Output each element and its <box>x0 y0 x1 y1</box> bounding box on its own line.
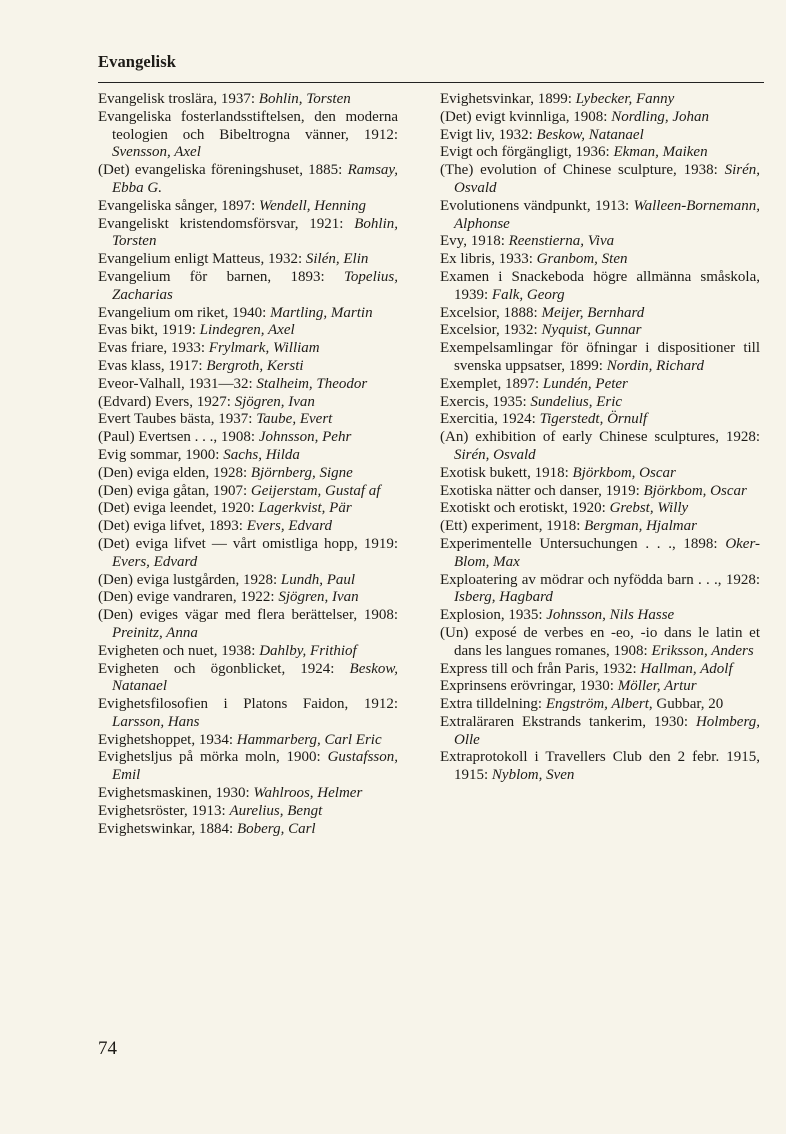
entry-title: Evangelium för barnen, 1893: <box>98 268 344 285</box>
entry-author: Walleen-Bornemann, Alphonse <box>454 197 760 232</box>
entry-title: Evigt liv, 1932: <box>440 126 537 143</box>
entry-title: (Det) evigt kvinnliga, 1908: <box>440 108 612 125</box>
entry-title: Extraläraren Ekstrands tankerim, 1930: <box>440 713 696 730</box>
entry-author: Engström, Albert <box>545 696 649 713</box>
catalog-entry <box>98 447 398 465</box>
entry-author: Oker-Blom, Max <box>454 535 760 570</box>
entry-author: Dahlby, Frithiof <box>259 642 357 659</box>
entry-author: Nyblom, Sven <box>491 767 575 784</box>
entry-author: Bohlin, Torsten <box>112 215 398 250</box>
entry-author: Meijer, Bernhard <box>541 304 645 321</box>
entry-title: Evy, 1918: <box>440 233 509 250</box>
entry-title: Evert Taubes bästa, 1937: <box>98 411 257 428</box>
catalog-entry <box>98 109 398 162</box>
entry-title: (An) exhibition of early Chinese sculptures, 1928: <box>440 429 760 446</box>
catalog-entry <box>440 162 760 198</box>
catalog-entry <box>440 269 760 305</box>
entry-title: Evas bikt, 1919: <box>98 322 200 339</box>
entry-author: Tigerstedt, Örnulf <box>539 411 648 428</box>
entry-title: (Det) evangeliska föreningshuset, 1885: <box>98 162 348 179</box>
entry-author: Möller, Artur <box>617 678 697 695</box>
entry-author: Johnsson, Nils Hasse <box>546 607 675 624</box>
entry-author: Martling, Martin <box>270 304 373 321</box>
catalog-entry <box>98 394 398 412</box>
entry-title: (Den) eviga gåtan, 1907: <box>98 482 251 499</box>
right-column <box>440 91 760 785</box>
catalog-entry <box>98 661 398 697</box>
entry-title: (Den) evige vandraren, 1922: <box>98 589 279 606</box>
left-column <box>98 91 398 838</box>
catalog-entry <box>440 429 760 465</box>
entry-author: Svensson, Axel <box>112 144 201 161</box>
catalog-entry <box>98 358 398 376</box>
catalog-entry <box>440 572 760 608</box>
entry-title: Ex libris, 1933: <box>440 251 537 268</box>
entry-author: Björkbom, Oscar <box>643 482 747 499</box>
entry-title: Exercitia, 1924: <box>440 411 540 428</box>
catalog-entry <box>98 589 398 607</box>
catalog-entry <box>440 696 760 714</box>
entry-title: Exercis, 1935: <box>440 393 531 410</box>
catalog-entry <box>98 216 398 252</box>
catalog-entry <box>440 607 760 625</box>
running-head: Evangelisk <box>98 52 177 71</box>
entry-title: (Ett) experiment, 1918: <box>440 518 585 535</box>
entry-title: (Den) eviges vägar med flera berättelser, 1908: <box>98 607 398 624</box>
catalog-entry <box>440 483 760 501</box>
catalog-entry <box>440 251 760 269</box>
entry-author: Ramsay, Ebba G. <box>112 162 398 196</box>
catalog-entry <box>98 732 398 750</box>
catalog-entry <box>98 269 398 305</box>
entry-author: Nyquist, Gunnar <box>541 322 642 339</box>
entry-author: Lindegren, Axel <box>199 322 295 339</box>
entry-title: Evangelium om riket, 1940: <box>98 304 271 321</box>
entry-title: Exotisk bukett, 1918: <box>440 464 573 481</box>
entry-author: Eriksson, Anders <box>651 642 754 659</box>
entry-title: (Det) eviga lifvet — vårt omistliga hopp, 1919: <box>98 535 398 552</box>
entry-author: Taube, Evert <box>256 411 333 428</box>
entry-title: Evolutionens vändpunkt, 1913: <box>440 197 634 214</box>
catalog-entry <box>440 340 760 376</box>
entry-title: Evighetsröster, 1913: <box>98 802 230 819</box>
entry-author: Bergroth, Kersti <box>206 357 304 374</box>
entry-title: Evighetsljus på mörka moln, 1900: <box>98 749 328 766</box>
catalog-entry <box>440 749 760 785</box>
catalog-entry <box>440 233 760 251</box>
entry-title: Experimentelle Untersuchungen . . ., 1898: <box>440 535 726 552</box>
entry-author: Lundén, Peter <box>542 375 628 392</box>
entry-author: Evers, Edvard <box>112 553 198 570</box>
entry-author: Topelius, Zacharias <box>112 268 398 303</box>
entry-author: Beskow, Natanael <box>536 126 644 143</box>
entry-title: Evangeliska sånger, 1897: <box>98 197 260 214</box>
entry-author: Larsson, Hans <box>112 713 200 730</box>
entry-author: Lybecker, Fanny <box>575 91 675 107</box>
catalog-entry <box>440 394 760 412</box>
entry-title: Explosion, 1935: <box>440 607 547 624</box>
entry-title: Exotiska nätter och danser, 1919: <box>440 482 644 499</box>
entry-author: Sirén, Osvald <box>454 162 760 196</box>
entry-author: Silén, Elin <box>305 251 369 268</box>
entry-title: (Den) eviga elden, 1928: <box>98 464 251 481</box>
entry-title: Exploatering av mödrar och nyfödda barn . . ., 1928: <box>440 571 760 588</box>
catalog-entry <box>440 714 760 750</box>
entry-title: Evangeliskt kristendomsförsvar, 1921: <box>98 215 355 232</box>
entry-title: Evangelium enligt Matteus, 1932: <box>98 251 306 268</box>
entry-suffix: , Gubbar, 20 <box>648 696 724 713</box>
catalog-entry <box>98 785 398 803</box>
entry-author: Bergman, Hjalmar <box>584 518 697 535</box>
catalog-entry <box>440 536 760 572</box>
entry-title: (Un) exposé de verbes en -eo, -io dans le latin et dans les langues romanes, 1908: <box>440 624 760 659</box>
entry-author: Preinitz, Anna <box>112 624 198 641</box>
entry-title: Exemplet, 1897: <box>440 375 543 392</box>
entry-author: Wahlroos, Helmer <box>253 785 363 802</box>
entry-title: Evighetswinkar, 1884: <box>98 820 237 837</box>
catalog-entry <box>440 500 760 518</box>
catalog-entry <box>440 322 760 340</box>
entry-title: (Den) eviga lustgården, 1928: <box>98 571 281 588</box>
entry-author: Lundh, Paul <box>280 571 356 588</box>
entry-title: Evangeliska fosterlandsstiftelsen, den moderna teologien och Bibeltrogna vänner, 1912: <box>98 108 398 143</box>
entry-author: Sachs, Hilda <box>223 446 300 463</box>
catalog-entry <box>98 696 398 732</box>
catalog-entry <box>98 376 398 394</box>
entry-title: (Paul) Evertsen . . ., 1908: <box>98 429 259 446</box>
entry-author: Granbom, Sten <box>536 251 628 268</box>
catalog-entry <box>98 429 398 447</box>
catalog-entry <box>98 518 398 536</box>
entry-author: Sirén, Osvald <box>454 446 536 463</box>
catalog-entry <box>98 198 398 216</box>
catalog-entry <box>440 305 760 323</box>
catalog-entry <box>98 322 398 340</box>
entry-author: Ekman, Maiken <box>613 144 708 161</box>
catalog-entry <box>440 376 760 394</box>
entry-author: Aurelius, Bengt <box>229 802 323 819</box>
entry-author: Nordling, Johan <box>611 108 709 125</box>
entry-title: Excelsior, 1888: <box>440 304 542 321</box>
entry-title: Exotiskt och erotiskt, 1920: <box>440 500 610 517</box>
catalog-entry <box>98 91 398 109</box>
entry-title: Evighetsvinkar, 1899: <box>440 91 576 107</box>
entry-author: Sundelius, Eric <box>530 393 623 410</box>
catalog-entry <box>98 483 398 501</box>
entry-author: Evers, Edvard <box>246 518 332 535</box>
entry-title: Evigheten och nuet, 1938: <box>98 642 260 659</box>
entry-title: Evig sommar, 1900: <box>98 446 224 463</box>
entry-title: (The) evolution of Chinese sculpture, 1938: <box>440 162 725 179</box>
catalog-entry <box>98 749 398 785</box>
entry-title: Extraprotokoll i Travellers Club den 2 febr. 1915, 1915: <box>440 749 760 784</box>
catalog-entry <box>440 91 760 109</box>
catalog-entry <box>440 109 760 127</box>
entry-author: Holmberg, Olle <box>454 713 760 748</box>
catalog-entry <box>440 411 760 429</box>
entry-author: Reenstierna, Viva <box>508 233 615 250</box>
entry-author: Nordin, Richard <box>606 357 704 374</box>
entry-author: Bohlin, Torsten <box>258 91 351 107</box>
entry-author: Stalheim, Theodor <box>256 375 368 392</box>
entry-title: Examen i Snackeboda högre allmänna småskola, 1939: <box>440 268 760 303</box>
entry-author: Beskow, Natanael <box>112 660 398 695</box>
entry-author: Björkbom, Oscar <box>572 464 676 481</box>
entry-author: Boberg, Carl <box>236 820 316 837</box>
entry-author: Sjögren, Ivan <box>278 589 359 606</box>
catalog-entry <box>98 803 398 821</box>
entry-title: Exempelsamlingar för öfningar i dispositioner till svenska uppsatser, 1899: <box>440 340 760 374</box>
entry-title: Evigheten och ögonblicket, 1924: <box>98 660 350 677</box>
entry-title: Eveor-Valhall, 1931—32: <box>98 375 257 392</box>
catalog-entry <box>98 340 398 358</box>
catalog-entry <box>98 572 398 590</box>
catalog-entry <box>98 411 398 429</box>
entry-title: Evighetsmaskinen, 1930: <box>98 785 254 802</box>
entry-title: (Det) eviga leendet, 1920: <box>98 500 259 517</box>
entry-title: Evas klass, 1917: <box>98 357 207 374</box>
catalog-entry <box>440 144 760 162</box>
catalog-entry <box>440 661 760 679</box>
catalog-entry <box>98 500 398 518</box>
catalog-entry <box>98 643 398 661</box>
entry-author: Frylmark, William <box>208 340 320 357</box>
entry-author: Johnsson, Pehr <box>258 429 352 446</box>
entry-author: Sjögren, Ivan <box>234 393 315 410</box>
entry-title: Evighetshoppet, 1934: <box>98 731 237 748</box>
catalog-entry <box>98 821 398 839</box>
entry-title: Evigt och förgängligt, 1936: <box>440 144 614 161</box>
catalog-entry <box>98 536 398 572</box>
catalog-entry <box>98 607 398 643</box>
entry-title: Evighetsfilosofien i Platons Faidon, 1912: <box>98 696 398 713</box>
catalog-entry <box>98 162 398 198</box>
catalog-entry <box>98 251 398 269</box>
entry-title: Evas friare, 1933: <box>98 340 209 357</box>
entry-author: Isberg, Hagbard <box>454 589 553 606</box>
entry-author: Grebst, Willy <box>609 500 689 517</box>
entry-author: Lagerkvist, Pär <box>258 500 352 517</box>
catalog-entry <box>440 678 760 696</box>
entry-title: Exprinsens erövringar, 1930: <box>440 678 618 695</box>
entry-title: (Edvard) Evers, 1927: <box>98 393 235 410</box>
entry-author: Hammarberg, Carl Eric <box>236 731 382 748</box>
catalog-entry <box>440 625 760 661</box>
entry-title: Express till och från Paris, 1932: <box>440 660 641 677</box>
catalog-entry <box>440 518 760 536</box>
entry-author: Wendell, Henning <box>259 197 366 214</box>
catalog-entry <box>440 198 760 234</box>
page-number: 74 <box>98 1038 117 1059</box>
entry-author: Björnberg, Signe <box>250 464 353 481</box>
catalog-entry <box>440 127 760 145</box>
entry-author: Falk, Georg <box>491 286 565 303</box>
catalog-entry <box>98 305 398 323</box>
entry-title: Extra tilldelning: <box>440 696 546 713</box>
entry-author: Hallman, Adolf <box>640 660 733 677</box>
entry-title: Excelsior, 1932: <box>440 322 542 339</box>
header-rule <box>98 82 764 83</box>
entry-title: (Det) eviga lifvet, 1893: <box>98 518 247 535</box>
catalog-entry <box>98 465 398 483</box>
entry-author: Gustafsson, Emil <box>112 749 398 784</box>
catalog-entry <box>440 465 760 483</box>
entry-title: Evangelisk troslära, 1937: <box>98 91 259 107</box>
entry-author: Geijerstam, Gustaf af <box>250 482 381 499</box>
